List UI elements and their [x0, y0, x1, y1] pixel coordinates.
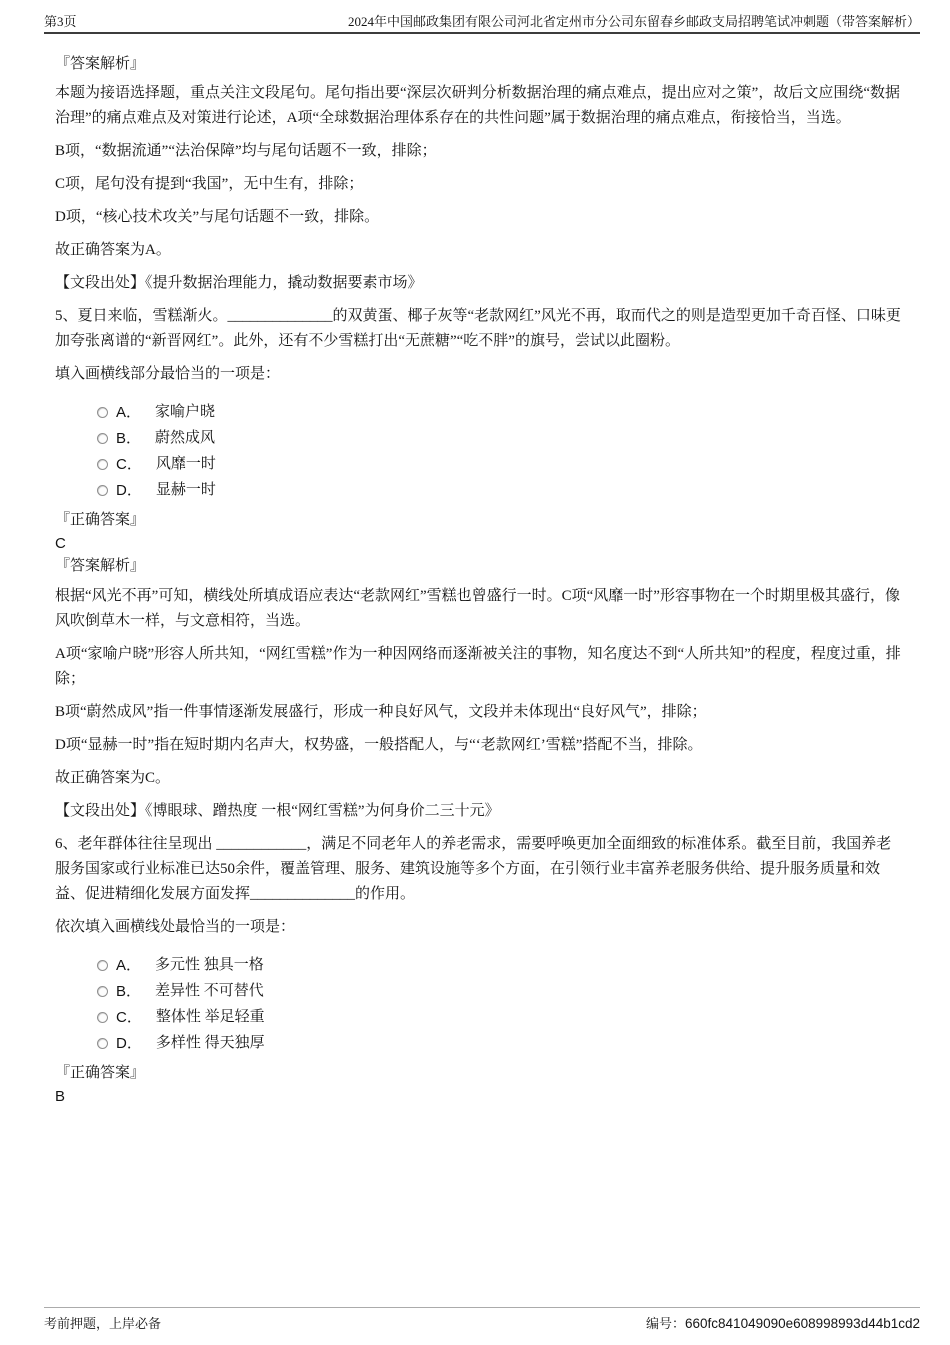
- radio-button-icon[interactable]: [97, 485, 108, 496]
- analysis-paragraph: A项“家喻户晓”形容人所共知，“网红雪糕”作为一种因网络而逐渐被关注的事物，知名度达不到“人所共知”的程度，程度过重，排除；: [55, 646, 901, 687]
- question-6-option-c[interactable]: [97, 1004, 905, 1030]
- radio-button-icon[interactable]: [97, 407, 108, 418]
- option-text: 差异性 不可替代: [155, 982, 264, 999]
- page-content: [55, 50, 905, 1114]
- question-5-prompt: 填入画横线部分最恰当的一项是：: [55, 366, 281, 382]
- analysis-paragraph: D项“显赫一时”指在短时期内名声大，权势盛，一般搭配人，与“‘老款网红’雪糕”搭配不当，排除。: [55, 737, 703, 753]
- analysis-paragraph: B项，“数据流通”“法治保障”均与尾句话题不一致，排除；: [55, 143, 437, 159]
- option-letter: B．: [116, 429, 142, 447]
- footer-serial: [646, 1315, 920, 1332]
- question-6-option-b[interactable]: [97, 978, 905, 1004]
- serial-label: 编号：: [646, 1316, 686, 1331]
- page-header: [44, 13, 920, 34]
- answer-analysis-label: 『答案解析』: [55, 56, 146, 72]
- radio-button-icon[interactable]: [97, 433, 108, 444]
- analysis-paragraph: B项“蔚然成风”指一件事情逐渐发展盛行，形成一种良好风气，文段并未体现出“良好风气”，排除；: [55, 704, 707, 720]
- radio-button-icon[interactable]: [97, 459, 108, 470]
- option-text: 蔚然成风: [155, 429, 216, 446]
- question-5-options: [97, 399, 905, 503]
- option-letter: C．: [116, 455, 142, 473]
- option-text: 家喻户晓: [155, 403, 216, 420]
- correct-answer-value: C: [55, 535, 66, 552]
- option-letter: A．: [116, 403, 142, 421]
- analysis-paragraph: 本题为接语选择题，重点关注文段尾句。尾句指出要“深层次研判分析数据治理的痛点难点，提出应对之策”，故后文应围绕“数据治理”的痛点难点及对策进行论述，A项“全球数据治理体系存在的共性问题”属于数据治理的痛点难点，衔接恰当，当选。: [55, 85, 900, 126]
- option-letter: C．: [116, 1008, 142, 1026]
- option-letter: B．: [116, 982, 142, 1000]
- option-text: 显赫一时: [155, 481, 216, 498]
- option-text: 多样性 得天独厚: [155, 1034, 265, 1051]
- question-5-option-b[interactable]: [97, 425, 905, 451]
- analysis-conclusion: 故正确答案为C。: [55, 770, 171, 786]
- page-number: 第3页: [44, 14, 77, 29]
- answer-analysis-label: 『答案解析』: [55, 558, 146, 574]
- question-6-option-a[interactable]: [97, 952, 905, 978]
- radio-button-icon[interactable]: [97, 986, 108, 997]
- option-text: 整体性 举足轻重: [155, 1008, 265, 1025]
- analysis-paragraph: D项，“核心技术攻关”与尾句话题不一致，排除。: [55, 209, 380, 225]
- question-5-option-a[interactable]: [97, 399, 905, 425]
- question-6-answer-block: [55, 1062, 905, 1108]
- option-text: 风靡一时: [155, 455, 216, 472]
- question-5-option-c[interactable]: [97, 451, 905, 477]
- correct-answer-label: 『正确答案』: [55, 512, 146, 528]
- passage-source: 【文段出处】《博眼球、蹭热度 一根“网红雪糕”为何身价二三十元》: [55, 803, 500, 819]
- option-letter: D．: [116, 1034, 142, 1052]
- document-title: 2024年中国邮政集团有限公司河北省定州市分公司东留春乡邮政支局招聘笔试冲刺题（带答案解析）: [347, 14, 920, 29]
- analysis-paragraph: 根据“风光不再”可知，横线处所填成语应表达“老款网红”雪糕也曾盛行一时。C项“风靡一时”形容事物在一个时期里极其盛行，像风吹倒草木一样，与文意相符，当选。: [55, 588, 900, 629]
- analysis-conclusion: 故正确答案为A。: [55, 242, 171, 258]
- question-6-prompt: 依次填入画横线处最恰当的一项是：: [55, 919, 296, 935]
- radio-button-icon[interactable]: [97, 1038, 108, 1049]
- passage-source: 【文段出处】《提升数据治理能力，撬动数据要素市场》: [55, 275, 423, 291]
- question-5-stem: 5、夏日来临，雪糕渐火。______________的双黄蛋、椰子灰等“老款网红”风光不再，取而代之的则是造型更加千奇百怪、口味更加夸张离谱的“新晋网红”。此外，还有不少雪糕打出“无蔗糖”“吃不胖”的旗号，尝试以此圈粉。: [55, 308, 901, 349]
- serial-value: 660fc841049090e608998993d44b1cd2: [685, 1316, 920, 1331]
- analysis-paragraph: C项，尾句没有提到“我国”，无中生有，排除；: [55, 176, 364, 192]
- page-footer: [44, 1307, 920, 1332]
- option-letter: A．: [116, 956, 142, 974]
- option-letter: D．: [116, 481, 142, 499]
- correct-answer-label: 『正确答案』: [55, 1065, 146, 1081]
- question-5-option-d[interactable]: [97, 477, 905, 503]
- radio-button-icon[interactable]: [97, 960, 108, 971]
- radio-button-icon[interactable]: [97, 1012, 108, 1023]
- question-6-stem: 6、老年群体往往呈现出 ____________，满足不同老年人的养老需求，需要呼唤更加全面细致的标准体系。截至目前，我国养老服务国家或行业标准已达50余件，覆盖管理、服务、建筑设施等多个方面，在引领行业丰富养老服务供给、提升服务质量和效益、促进精细化发展方面发挥______________的作用。: [55, 836, 892, 902]
- question-6-options: [97, 952, 905, 1056]
- option-text: 多元性 独具一格: [155, 956, 264, 973]
- footer-slogan: 考前押题，上岸必备: [44, 1316, 162, 1331]
- question-5-answer-block: [55, 509, 905, 578]
- correct-answer-value: B: [55, 1088, 66, 1105]
- question-6-option-d[interactable]: [97, 1030, 905, 1056]
